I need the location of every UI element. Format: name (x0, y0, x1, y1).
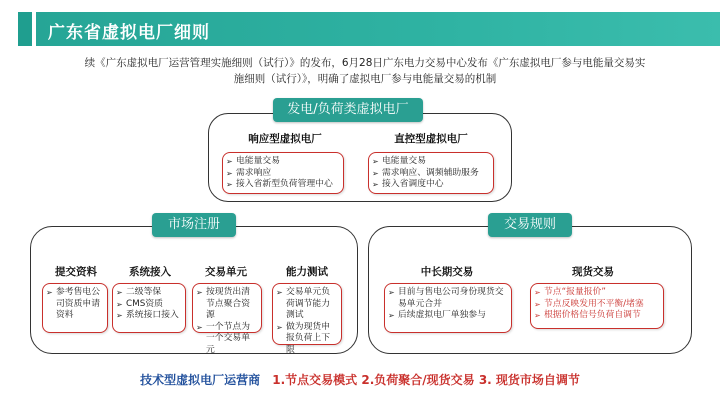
market-registration-tag: 市场注册 (152, 213, 236, 237)
footer-lead: 技术型虚拟电厂运营商 (140, 373, 261, 387)
list-item: ➢ 二级等保 (116, 287, 181, 299)
trading-unit-title: 交易单元 (205, 266, 247, 278)
submit-materials-title: 提交资料 (55, 266, 97, 278)
list-item: ➢ 目前与售电公司身份现货交易单元合并 (388, 287, 507, 310)
list-item: ➢ 需求响应、调频辅助服务 (372, 168, 489, 180)
list-item: ➢ 按现货出清节点聚合资源 (196, 287, 257, 322)
list-item: ➢ 电能量交易 (226, 156, 339, 168)
list-item: ➢ 参考售电公司资质申请资料 (46, 287, 103, 322)
intro-line-1: 续《广东虚拟电厂运营管理实施细则（试行）》的发布，6月28日广东电力交易中心发布《广东虚拟电厂参与电能量交易实 (84, 57, 646, 69)
list-item: ➢ 系统接口接入 (116, 310, 181, 322)
intro-line-2: 施细则（试行）》，明确了虚拟电厂参与电能量交易的机制 (233, 73, 497, 85)
system-access-box (112, 283, 186, 333)
list-item: ➢ 根据价格信号负荷自调节 (534, 310, 659, 322)
system-access-title: 系统接入 (129, 266, 171, 278)
list-item: ➢ 节点“报量报价” (534, 287, 659, 299)
direct-vpp-box (368, 152, 494, 194)
intro-text (40, 55, 690, 87)
list-item: ➢ 后续虚拟电厂单独参与 (388, 310, 507, 322)
list-item: ➢ 接入省新型负荷管理中心 (226, 179, 339, 191)
footer-points: 1.节点交易模式 2.负荷聚合/现货交易 3. 现货市场自调节 (272, 373, 580, 387)
generation-load-tag: 发电/负荷类虚拟电厂 (273, 98, 423, 122)
spot-trading-title: 现货交易 (572, 266, 614, 278)
page-title: 广东省虚拟电厂细则 (48, 23, 210, 43)
mid-long-term-title: 中长期交易 (420, 266, 474, 278)
responsive-vpp-title: 响应型虚拟电厂 (248, 133, 322, 145)
footer-summary (0, 371, 720, 388)
direct-vpp-title: 直控型虚拟电厂 (394, 133, 468, 145)
capability-test-title: 能力测试 (286, 266, 328, 278)
capability-test-box (272, 283, 342, 355)
list-item: ➢ CMS资质 (116, 299, 181, 311)
list-item: ➢ 需求响应 (226, 168, 339, 180)
submit-materials-box (42, 283, 108, 333)
responsive-vpp-box (222, 152, 344, 194)
spot-trading-box (530, 283, 664, 329)
list-item: ➢ 接入省调度中心 (372, 179, 489, 191)
list-item: ➢ 节点反映发用不平衡/堵塞 (534, 299, 659, 311)
list-item: ➢ 一个节点为一个交易单元 (196, 322, 257, 357)
mid-long-term-box (384, 283, 512, 333)
list-item: ➢ 做为现货申报负荷上下限 (276, 322, 337, 357)
trading-rules-tag: 交易规则 (488, 213, 572, 237)
header-accent-block (18, 12, 32, 46)
trading-unit-box (192, 283, 262, 355)
header-bar (0, 12, 720, 46)
list-item: ➢ 电能量交易 (372, 156, 489, 168)
list-item: ➢ 交易单元负荷调节能力测试 (276, 287, 337, 322)
